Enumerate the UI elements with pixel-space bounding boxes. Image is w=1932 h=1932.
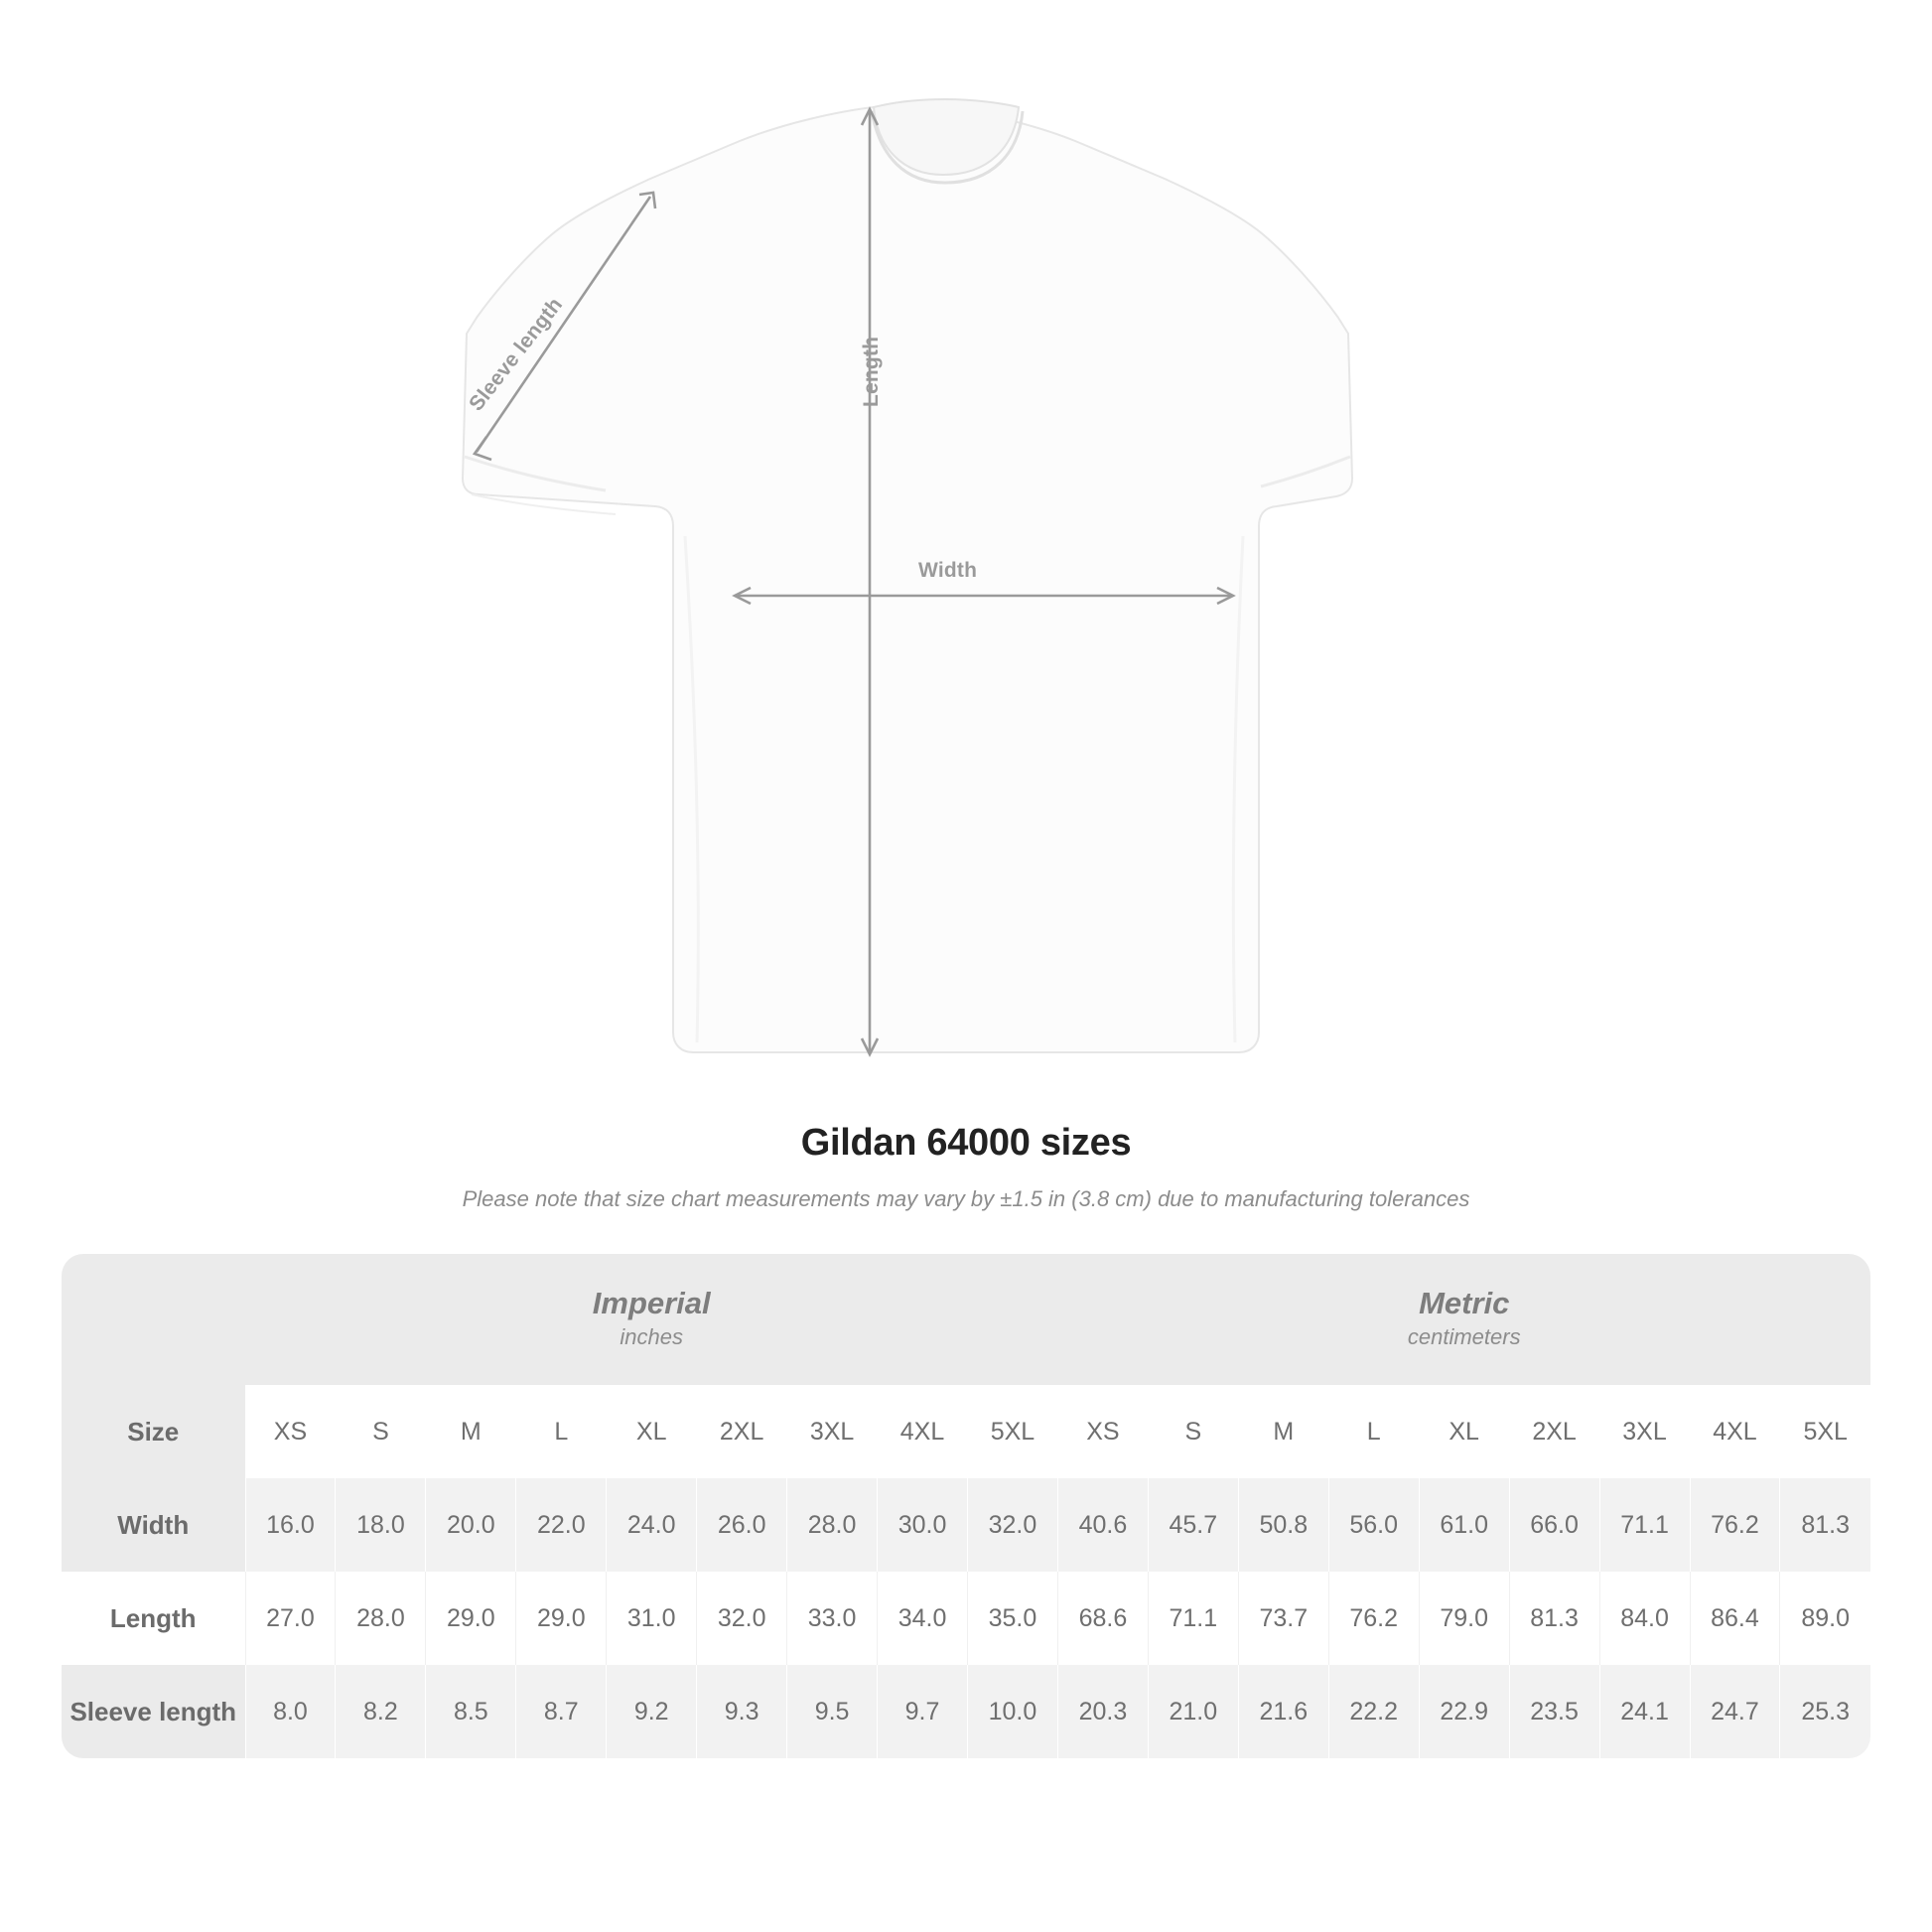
- measurement-cell: 28.0: [336, 1572, 426, 1665]
- measurement-cell: 31.0: [607, 1572, 697, 1665]
- size-column-header: 3XL: [1599, 1385, 1690, 1478]
- size-column-header: 5XL: [968, 1385, 1058, 1478]
- table-row: [62, 1478, 1870, 1572]
- unit-group-subtitle: inches: [620, 1324, 684, 1350]
- measurement-cell: 24.0: [607, 1478, 697, 1572]
- measurement-cell: 29.0: [516, 1572, 607, 1665]
- measurement-cell: 56.0: [1328, 1478, 1419, 1572]
- measurement-cell: 10.0: [968, 1665, 1058, 1758]
- measurement-cell: 8.5: [426, 1665, 516, 1758]
- measurement-cell: 21.0: [1148, 1665, 1238, 1758]
- measurement-cell: 84.0: [1599, 1572, 1690, 1665]
- size-column-header: XL: [607, 1385, 697, 1478]
- measurement-cell: 9.2: [607, 1665, 697, 1758]
- measurement-cell: 8.7: [516, 1665, 607, 1758]
- measurement-cell: 40.6: [1057, 1478, 1148, 1572]
- measurement-cell: 22.2: [1328, 1665, 1419, 1758]
- measurement-cell: 71.1: [1148, 1572, 1238, 1665]
- measurement-cell: 24.1: [1599, 1665, 1690, 1758]
- measurement-cell: 30.0: [878, 1478, 968, 1572]
- table-row: [62, 1572, 1870, 1665]
- length-dimension-label: Length: [860, 336, 883, 407]
- size-column-header: M: [1238, 1385, 1328, 1478]
- measurement-cell: 50.8: [1238, 1478, 1328, 1572]
- measurement-cell: 26.0: [697, 1478, 787, 1572]
- measurement-cell: 21.6: [1238, 1665, 1328, 1758]
- measurement-cell: 18.0: [336, 1478, 426, 1572]
- size-column-header: XS: [1057, 1385, 1148, 1478]
- page-title: Gildan 64000 sizes: [800, 1122, 1132, 1164]
- unit-header-corner: [62, 1254, 245, 1385]
- sleeve-length-dimension-label: Sleeve length: [465, 293, 568, 416]
- measurement-cell: 79.0: [1419, 1572, 1509, 1665]
- size-column-header: 5XL: [1780, 1385, 1870, 1478]
- size-table: [62, 1254, 1870, 1758]
- size-column-header: 2XL: [1509, 1385, 1599, 1478]
- size-header-row: [62, 1385, 1870, 1478]
- measurement-cell: 16.0: [245, 1478, 336, 1572]
- size-column-header: S: [336, 1385, 426, 1478]
- measurement-cell: 20.3: [1057, 1665, 1148, 1758]
- measurement-cell: 73.7: [1238, 1572, 1328, 1665]
- size-column-header: XL: [1419, 1385, 1509, 1478]
- unit-group-header: [1057, 1254, 1870, 1385]
- tshirt-shape: [463, 99, 1352, 1052]
- measurement-cell: 45.7: [1148, 1478, 1238, 1572]
- size-column-header: 2XL: [697, 1385, 787, 1478]
- size-column-header: L: [1328, 1385, 1419, 1478]
- size-column-header: XS: [245, 1385, 336, 1478]
- width-dimension-label: Width: [918, 559, 978, 582]
- measurement-cell: 35.0: [968, 1572, 1058, 1665]
- size-column-header: 4XL: [878, 1385, 968, 1478]
- unit-group-subtitle: centimeters: [1407, 1324, 1521, 1350]
- measurement-cell: 8.0: [245, 1665, 336, 1758]
- measurement-cell: 34.0: [878, 1572, 968, 1665]
- measurement-cell: 20.0: [426, 1478, 516, 1572]
- measurement-cell: 32.0: [697, 1572, 787, 1665]
- measurement-cell: 27.0: [245, 1572, 336, 1665]
- measurement-cell: 23.5: [1509, 1665, 1599, 1758]
- measurement-cell: 32.0: [968, 1478, 1058, 1572]
- size-column-header: L: [516, 1385, 607, 1478]
- unit-header-row: [62, 1254, 1870, 1385]
- measurement-cell: 9.7: [878, 1665, 968, 1758]
- measurement-cell: 86.4: [1690, 1572, 1780, 1665]
- measurement-cell: 68.6: [1057, 1572, 1148, 1665]
- measurement-cell: 76.2: [1690, 1478, 1780, 1572]
- table-row: [62, 1665, 1870, 1758]
- measurement-cell: 66.0: [1509, 1478, 1599, 1572]
- size-table-container: [62, 1254, 1870, 1758]
- measurement-row-label: Length: [62, 1572, 245, 1665]
- measurement-cell: 22.9: [1419, 1665, 1509, 1758]
- measurement-cell: 29.0: [426, 1572, 516, 1665]
- measurement-cell: 81.3: [1780, 1478, 1870, 1572]
- measurement-cell: 33.0: [787, 1572, 878, 1665]
- size-column-header: 4XL: [1690, 1385, 1780, 1478]
- measurement-row-label: Width: [62, 1478, 245, 1572]
- size-row-label: Size: [62, 1385, 245, 1478]
- measurement-cell: 28.0: [787, 1478, 878, 1572]
- measurement-cell: 9.5: [787, 1665, 878, 1758]
- measurement-cell: 9.3: [697, 1665, 787, 1758]
- measurement-cell: 22.0: [516, 1478, 607, 1572]
- size-column-header: M: [426, 1385, 516, 1478]
- measurement-cell: 61.0: [1419, 1478, 1509, 1572]
- size-column-header: S: [1148, 1385, 1238, 1478]
- tolerance-note: Please note that size chart measurements may vary by ±1.5 in (3.8 cm) due to manufacturing tolerances: [462, 1186, 1470, 1211]
- unit-group-name: Metric: [1419, 1285, 1510, 1320]
- measurement-cell: 81.3: [1509, 1572, 1599, 1665]
- measurement-cell: 76.2: [1328, 1572, 1419, 1665]
- measurement-row-label: Sleeve length: [62, 1665, 245, 1758]
- measurement-cell: 8.2: [336, 1665, 426, 1758]
- unit-group-name: Imperial: [592, 1285, 711, 1320]
- size-column-header: 3XL: [787, 1385, 878, 1478]
- measurement-cell: 25.3: [1780, 1665, 1870, 1758]
- title-block: [0, 1122, 1932, 1212]
- measurement-cell: 24.7: [1690, 1665, 1780, 1758]
- measurement-cell: 89.0: [1780, 1572, 1870, 1665]
- unit-group-header: [245, 1254, 1057, 1385]
- measurement-cell: 71.1: [1599, 1478, 1690, 1572]
